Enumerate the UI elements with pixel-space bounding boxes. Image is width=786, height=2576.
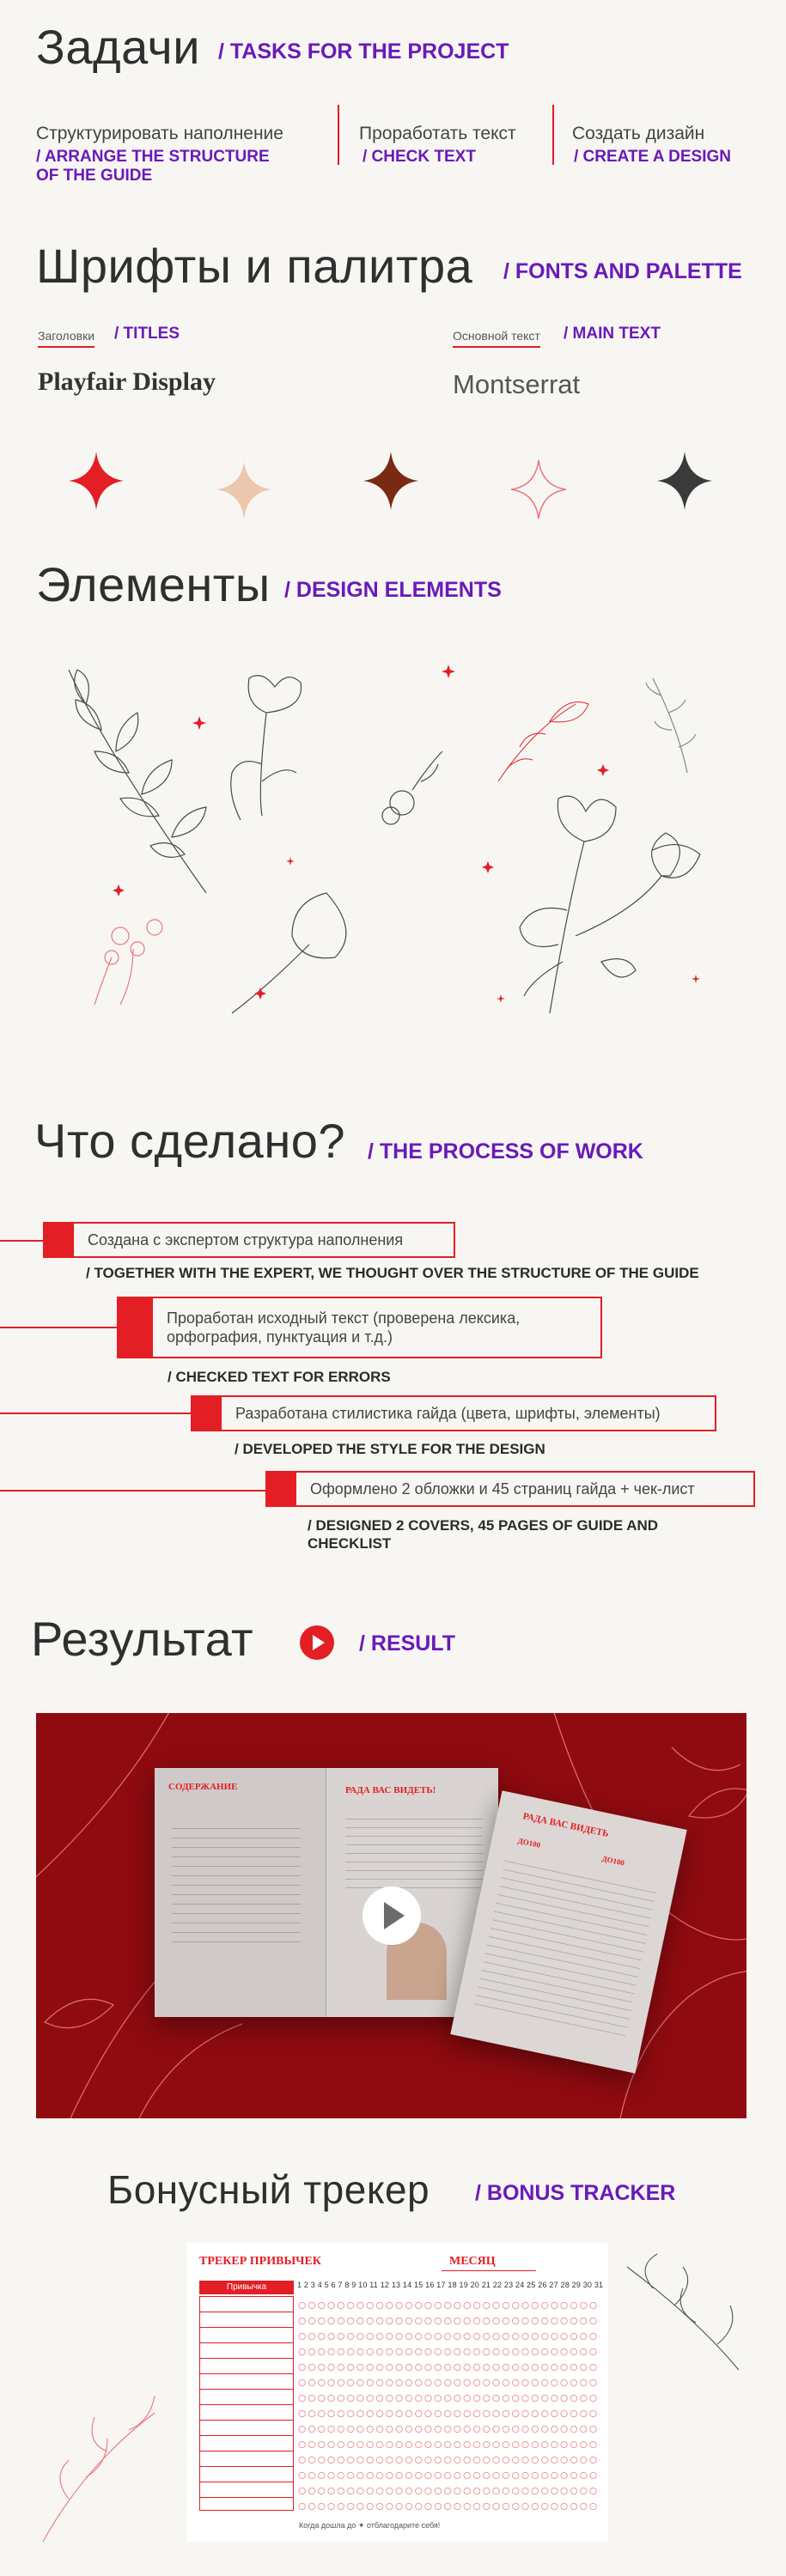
- habit-tracker: [187, 2243, 608, 2542]
- headings-label-ru: Заголовки: [38, 329, 94, 348]
- star-icon: [657, 452, 712, 510]
- flowers-icon: [520, 796, 700, 1013]
- star-icon: [216, 462, 271, 519]
- result-title: Результат: [31, 1612, 254, 1666]
- task-en: / ARRANGE THE STRUCTURE OF THE GUIDE: [36, 148, 270, 185]
- book-left-page: [155, 1768, 326, 2017]
- palette: [52, 440, 722, 526]
- process-line: [0, 1327, 120, 1328]
- tracker-days: 1 2 3 4 5 6 7 8 9 10 11 12 13 14 15 16 17 18 19 20 21 22 23 24 25 26 27 28 29 30 31: [297, 2281, 604, 2289]
- fonts-title: Шрифты и палитра: [36, 239, 473, 293]
- video-player[interactable]: [36, 1713, 746, 2118]
- process-line: [0, 1413, 193, 1414]
- guide-book: [155, 1768, 498, 2017]
- back-col-2: ДО100: [600, 1854, 625, 1868]
- elements-subtitle: / DESIGN ELEMENTS: [284, 578, 502, 602]
- task-en: / CREATE A DESIGN: [574, 148, 731, 167]
- branch-icon: [627, 2254, 739, 2370]
- bonus-subtitle: / BONUS TRACKER: [475, 2181, 676, 2205]
- process-marker: [191, 1395, 222, 1431]
- process-step-3: [191, 1395, 716, 1431]
- tracker-title: ТРЕКЕР ПРИВЫЧЕК: [199, 2255, 321, 2268]
- process-step-en: / DESIGNED 2 COVERS, 45 PAGES OF GUIDE AND CHECKLIST: [308, 1517, 659, 1552]
- process-marker: [265, 1471, 296, 1507]
- branch-icon: [69, 670, 206, 893]
- main-label-ru: Основной текст: [453, 329, 540, 348]
- process-step-4: [265, 1471, 755, 1507]
- tulip-icon: [231, 676, 302, 820]
- bonus-title: Бонусный трекер: [107, 2167, 430, 2212]
- lavender-icon: [646, 678, 696, 773]
- headings-font-sample: Playfair Display: [38, 368, 216, 396]
- task-item-design: [572, 123, 778, 167]
- star-icon: [363, 452, 418, 510]
- habit-circles[interactable]: [297, 2298, 600, 2511]
- process-subtitle: / THE PROCESS OF WORK: [368, 1139, 643, 1163]
- elements-title: Элементы: [36, 557, 271, 611]
- process-step-1: [43, 1222, 455, 1258]
- book-left-title: СОДЕРЖАНИЕ: [168, 1782, 238, 1792]
- tracker-col-header: Привычка: [199, 2281, 294, 2294]
- star-icon: [511, 460, 566, 519]
- small-stars: [113, 665, 700, 1003]
- task-ru: Структурировать наполнение: [36, 124, 283, 143]
- result-subtitle: / RESULT: [359, 1631, 456, 1656]
- fonts-subtitle: / FONTS AND PALETTE: [503, 259, 742, 283]
- red-sprig-icon: [498, 702, 588, 782]
- process-title: Что сделано?: [34, 1114, 346, 1168]
- month-underline: [442, 2270, 536, 2271]
- flower-sketch-icon: [382, 751, 442, 824]
- main-label-en: / MAIN TEXT: [564, 325, 661, 343]
- book-right-title: РАДА ВАС ВИДЕТЬ!: [345, 1785, 436, 1795]
- process-marker: [117, 1297, 153, 1358]
- design-elements: [52, 653, 722, 1022]
- tasks-title: Задачи: [36, 20, 201, 74]
- process-line: [0, 1240, 45, 1242]
- back-col-1: ДО100: [516, 1836, 542, 1850]
- star-icon: [69, 452, 124, 510]
- process-step-ru: Разработана стилистика гайда (цвета, шрифты, элементы): [235, 1404, 661, 1422]
- play-icon[interactable]: [300, 1625, 334, 1660]
- task-item-structure: [36, 123, 328, 185]
- book-toc-lines: [172, 1820, 301, 1948]
- main-font-sample: Montserrat: [453, 369, 581, 399]
- task-ru: Создать дизайн: [572, 124, 705, 143]
- habit-rows[interactable]: [199, 2296, 294, 2511]
- task-ru: Проработать текст: [359, 124, 516, 143]
- back-page-title: РАДА ВАС ВИДЕТЬ: [521, 1811, 610, 1840]
- process-step-en: / CHECKED TEXT FOR ERRORS: [168, 1369, 391, 1385]
- monstera-leaf-icon: [232, 893, 346, 1013]
- video-play-button[interactable]: [363, 1886, 421, 1945]
- process-step-ru: Создана с экспертом структура наполнения: [88, 1230, 404, 1249]
- process-step-ru: Проработан исходный текст (проверена лексика, орфография, пунктуация и т.д.): [167, 1309, 521, 1346]
- process-step-en: / DEVELOPED THE STYLE FOR THE DESIGN: [235, 1441, 545, 1457]
- process-step-ru: Оформлено 2 обложки и 45 страниц гайда + чек-лист: [310, 1479, 695, 1498]
- book-text-lines: [345, 1811, 483, 1888]
- process-step-en: / TOGETHER WITH THE EXPERT, WE THOUGHT OVER THE STRUCTURE OF THE GUIDE: [86, 1265, 699, 1281]
- process-line: [0, 1490, 268, 1492]
- task-en: / CHECK TEXT: [363, 148, 476, 167]
- headings-label-en: / TITLES: [114, 325, 180, 343]
- tracker-footer: Когда дошла до ✦ отблагодарите себя!: [299, 2521, 441, 2530]
- divider: [338, 105, 339, 165]
- process-step-2: [117, 1297, 602, 1358]
- tasks-subtitle: / TASKS FOR THE PROJECT: [218, 39, 509, 64]
- back-text-lines: [474, 1853, 657, 2036]
- process-marker: [43, 1222, 74, 1258]
- task-item-text: [359, 123, 548, 167]
- pink-flowers-icon: [94, 920, 162, 1005]
- tracker-month: МЕСЯЦ: [449, 2255, 496, 2268]
- divider: [552, 105, 554, 165]
- pink-branch-icon: [43, 2396, 155, 2542]
